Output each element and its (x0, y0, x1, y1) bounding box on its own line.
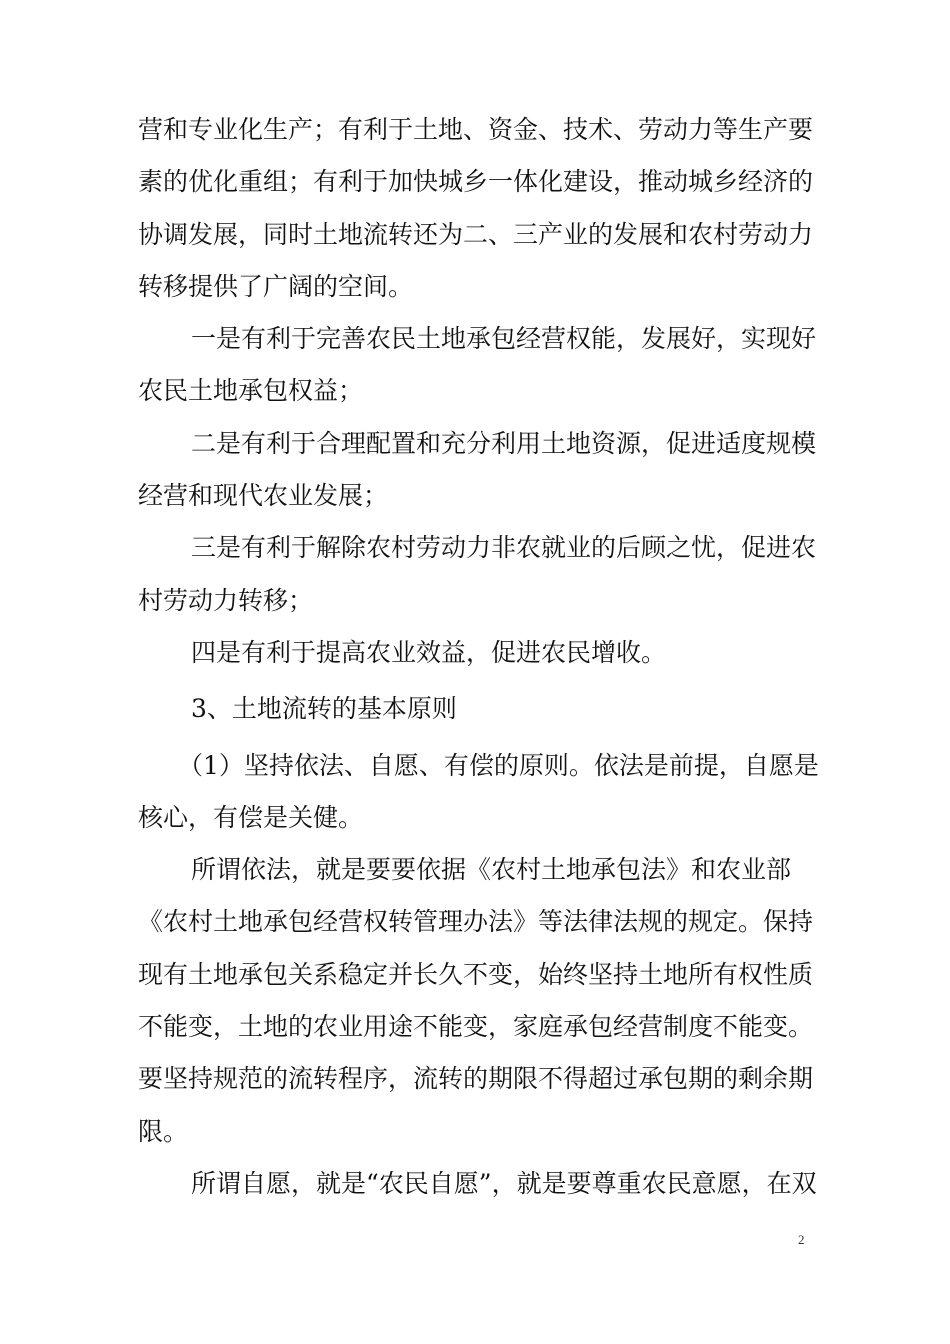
paragraph-line: 所谓依法，就是要要依据《农村土地承包法》和农业部 (191, 855, 792, 885)
paragraph-line: 素的优化重组；有利于加快城乡一体化建设，推动城乡经济的 (138, 167, 814, 197)
paragraph-line: 二是有利于合理配置和充分利用土地资源，促进适度规模 (191, 428, 817, 458)
page-number: 2 (798, 1232, 805, 1247)
section-heading: 3、土地流转的基本原则 (191, 694, 457, 724)
body-text (138, 104, 832, 1210)
paragraph-line: 村劳动力转移； (138, 585, 314, 615)
paragraph-line: 一是有利于完善农民土地承包经营权能，发展好，实现好 (191, 324, 817, 354)
paragraph-line: 农民土地承包权益； (138, 376, 364, 406)
paragraph-line: 限。 (138, 1116, 189, 1146)
paragraph-line: 所谓自愿，就是“农民自愿”，就是要尊重农民意愿，在双 (191, 1168, 817, 1198)
paragraph-line: 《农村土地承包经营权转管理办法》等法律法规的规定。保持 (138, 907, 814, 937)
paragraph-line: 三是有利于解除农村劳动力非农就业的后顾之忧，促进农 (191, 533, 817, 563)
paragraph-line: （1）坚持依法、自愿、有偿的原则。依法是前提，自愿是 (178, 750, 819, 780)
paragraph-line: 四是有利于提高农业效益，促进农民增收。 (191, 637, 667, 667)
paragraph-line: 要坚持规范的流转程序，流转的期限不得超过承包期的剩余期 (138, 1064, 814, 1094)
paragraph-line: 转移提供了广阔的空间。 (138, 271, 414, 301)
paragraph-line: 经营和现代农业发展； (138, 481, 389, 511)
paragraph-line: 协调发展，同时土地流转还为二、三产业的发展和农村劳动力 (138, 219, 814, 249)
paragraph-line: 营和专业化生产；有利于土地、资金、技术、劳动力等生产要 (138, 115, 814, 144)
paragraph-line: 现有土地承包关系稳定并长久不变，始终坚持土地所有权性质 (138, 959, 814, 989)
paragraph-line: 核心，有偿是关健。 (138, 802, 364, 832)
paragraph-line: 不能变，土地的农业用途不能变，家庭承包经营制度不能变。 (138, 1012, 814, 1042)
